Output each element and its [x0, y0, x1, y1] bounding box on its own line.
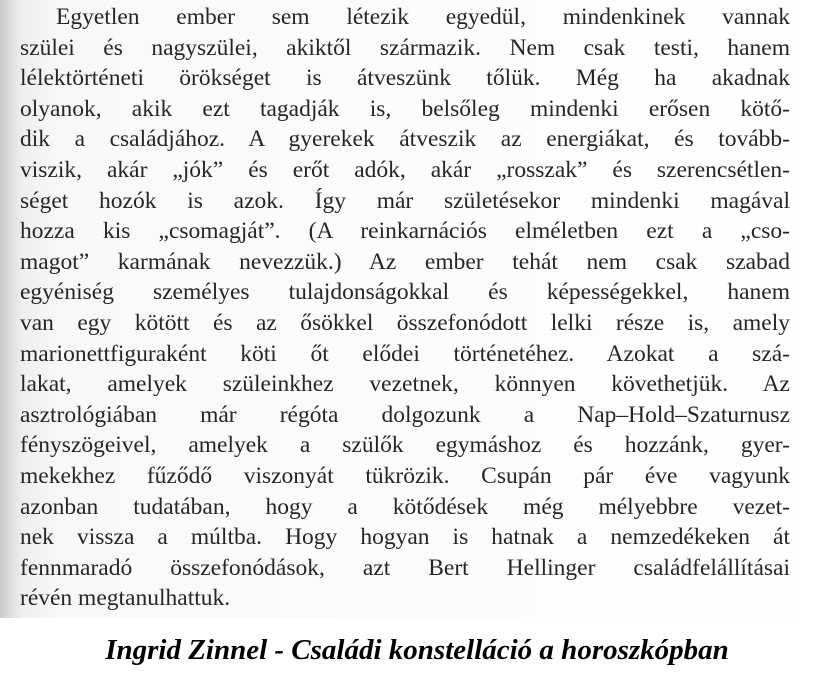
text-line: fennmaradó összefonódások, azt Bert Hellinger családfelállításai — [20, 554, 790, 581]
text-line: fényszögeivel, amelyek a szülők egymáshoz és hozzánk, gyer- — [20, 432, 790, 459]
text-line: egyéniség személyes tulajdonságokkal és képességekkel, hanem — [20, 279, 790, 306]
text-line: asztrológiában már régóta dolgozunk a Nap–Hold–Szaturnusz — [20, 401, 790, 428]
body-paragraph — [20, 2, 790, 614]
text-line: viszik, akár „jók” és erőt adók, akár „rosszak” és szerencsétlen- — [20, 156, 790, 183]
text-line: van egy kötött és az ősökkel összefonódott lelki része is, amely — [20, 309, 790, 336]
text-line: dik a családjához. A gyerekek átveszik az energiákat, és tovább- — [20, 126, 790, 153]
book-caption: Ingrid Zinnel - Családi konstelláció a horoszkópban — [105, 634, 729, 666]
text-line: révén megtanulhattuk. — [20, 585, 231, 612]
text-line: marionettfiguraként köti őt elődei történetéhez. Azokat a szá- — [20, 340, 790, 367]
text-line: séget hozók is azok. Így már születésekor mindenki magával — [20, 187, 790, 214]
text-line: lakat, amelyek szüleinkhez vezetnek, könnyen követhetjük. Az — [20, 371, 790, 398]
text-line: magot” karmának nevezzük.) Az ember tehát nem csak szabad — [20, 248, 790, 275]
text-line: mekekhez fűződő viszonyát tükrözik. Csupán pár éve vagyunk — [20, 462, 790, 489]
text-line: hozza kis „csomagját”. (A reinkarnációs elméletben ezt a „cso- — [20, 218, 790, 245]
text-line: lélektörténeti örökséget is átveszünk tőlük. Még ha akadnak — [20, 65, 790, 92]
text-line: azonban tudatában, hogy a kötődések még mélyebbre vezet- — [20, 493, 790, 520]
text-line: Egyetlen ember sem létezik egyedül, mindenkinek vannak — [56, 4, 790, 30]
text-line: nek vissza a múltba. Hogy hogyan is hatnak a nemzedékeken át — [20, 524, 790, 551]
text-line: szülei és nagyszülei, akiktől származik. Nem csak testi, hanem — [20, 34, 790, 61]
text-line: olyanok, akik ezt tagadják is, belsőleg mindenki erősen kötő- — [20, 95, 790, 122]
